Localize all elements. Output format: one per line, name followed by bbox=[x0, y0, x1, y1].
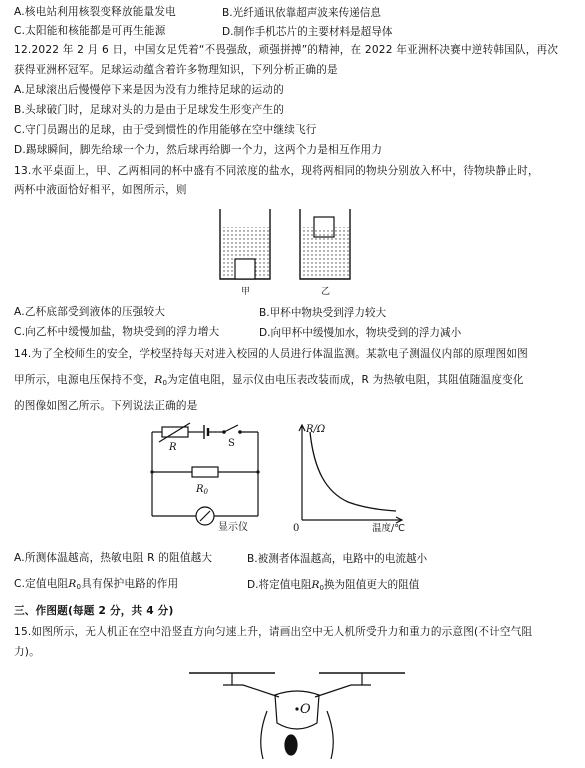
block-jia bbox=[235, 259, 255, 279]
q14-rt-graph bbox=[290, 420, 430, 532]
graph-xlabel: 温度/℃ bbox=[372, 523, 405, 532]
q13-option-a: A.乙杯底部受到液体的压强较大 bbox=[14, 306, 166, 318]
q15-stem-line2: 力)。 bbox=[14, 646, 40, 658]
q11-option-c: C.太阳能和核能都是可再生能源 bbox=[14, 25, 166, 37]
q12-option-b: B.头球破门时，足球对头的力是由于足球发生形变产生的 bbox=[14, 104, 285, 116]
q15-drone-figure bbox=[187, 667, 407, 763]
s-label: S bbox=[228, 438, 235, 449]
q12-stem-line2: 获得亚洲杯冠军。足球运动蕴含着许多物理知识，下列分析正确的是 bbox=[14, 64, 338, 76]
q14-option-b: B.被测者体温越高，电路中的电流越小 bbox=[247, 553, 428, 565]
cup-yi-label: 乙 bbox=[321, 287, 331, 297]
meter-label: 显示仪 bbox=[218, 522, 248, 532]
q12-option-a: A.足球滚出后慢慢停下来是因为没有力维持足球的运动的 bbox=[14, 84, 284, 96]
q13-cups-figure bbox=[210, 205, 370, 297]
q12-stem-line1: 12.2022 年 2 月 6 日，中国女足凭着“不畏强敌，顽强拼搏”的精神，在 2022 年亚洲杯决赛中逆转韩国队，再次 bbox=[14, 44, 559, 56]
q15-stem-line1: 15.如图所示，无人机正在空中沿竖直方向匀速上升，请画出空中无人机所受升力和重力的示意图(不计空气阻 bbox=[14, 626, 533, 638]
q14-option-d-subscript: 0 bbox=[319, 584, 324, 592]
cup-jia bbox=[220, 209, 270, 279]
q14-option-d-symbol: R bbox=[311, 579, 320, 591]
r0-label: $R_0$ bbox=[196, 484, 208, 496]
q13-stem-line2: 两杯中液面恰好相平，如图所示，则 bbox=[14, 184, 187, 196]
r0-symbol: R bbox=[154, 374, 163, 386]
q14-option-a: A.所测体温越高，热敏电阻 R 的阻值越大 bbox=[14, 552, 213, 564]
q12-option-d: D.踢球瞬间，脚先给球一个力，然后球再给脚一个力，这两个力是相互作用力 bbox=[14, 144, 383, 156]
q14-option-c-subscript: 0 bbox=[76, 583, 82, 591]
q14-option-c-symbol: R bbox=[68, 578, 77, 590]
q14-option-c-b: 具有保护电路的作用 bbox=[81, 578, 179, 590]
r-label: R bbox=[169, 442, 177, 453]
q14-option-c-a: C.定值电阻 bbox=[14, 578, 69, 590]
q13-stem-line1: 13.水平桌面上，甲、乙两相同的杯中盛有不同浓度的盐水，现将两相同的物块分别放入杯中，待物块静止时， bbox=[14, 165, 539, 177]
r0-subscript: 0 bbox=[162, 379, 168, 387]
q14-circuit-figure bbox=[146, 420, 266, 532]
q14-stem-line2-b: 为定值电阻，显示仪由电压表改装而成，R 为热敏电阻，其阻值随温度变化 bbox=[167, 374, 524, 386]
q11-option-d: D.制作手机芯片的主要材料是超导体 bbox=[222, 26, 393, 38]
q13-option-c: C.向乙杯中缓慢加盐，物块受到的浮力增大 bbox=[14, 326, 220, 338]
graph-origin: 0 bbox=[293, 523, 300, 532]
q14-stem-line2-a: 甲所示，电源电压保持不变， bbox=[14, 374, 155, 386]
cup-jia-label: 甲 bbox=[241, 287, 251, 297]
drone-camera bbox=[285, 735, 297, 755]
section3-heading: 三、作图题(每题 2 分，共 4 分) bbox=[14, 605, 174, 617]
graph-ylabel: R/Ω bbox=[306, 424, 326, 435]
q14-stem-line1: 14.为了全校师生的安全，学校坚持每天对进入校园的人员进行体温监测。某款电子测温仪内部的原理图如图 bbox=[14, 348, 528, 360]
rt-curve bbox=[310, 432, 396, 511]
cup-yi bbox=[300, 209, 350, 279]
q14-option-d bbox=[247, 577, 419, 592]
q14-stem-line3: 的图像如图乙所示。下列说法正确的是 bbox=[14, 400, 198, 412]
q14-stem-line2 bbox=[14, 373, 524, 390]
q13-option-d: D.向甲杯中缓慢加水，物块受到的浮力减小 bbox=[259, 327, 462, 339]
q11-option-a: A.核电站利用核裂变释放能量发电 bbox=[14, 6, 176, 18]
drone-center-label: O bbox=[300, 702, 311, 717]
q12-option-c: C.守门员踢出的足球，由于受到惯性的作用能够在空中继续飞行 bbox=[14, 124, 317, 136]
q13-option-b: B.甲杯中物块受到浮力较大 bbox=[259, 307, 387, 319]
resistor-r0 bbox=[192, 467, 218, 477]
q14-option-d-a: D.将定值电阻 bbox=[247, 579, 312, 591]
q14-option-c bbox=[14, 577, 178, 594]
q11-option-b: B.光纤通讯依靠超声波来传递信息 bbox=[222, 7, 381, 19]
q14-option-d-b: 换为阻值更大的阻值 bbox=[323, 579, 420, 591]
